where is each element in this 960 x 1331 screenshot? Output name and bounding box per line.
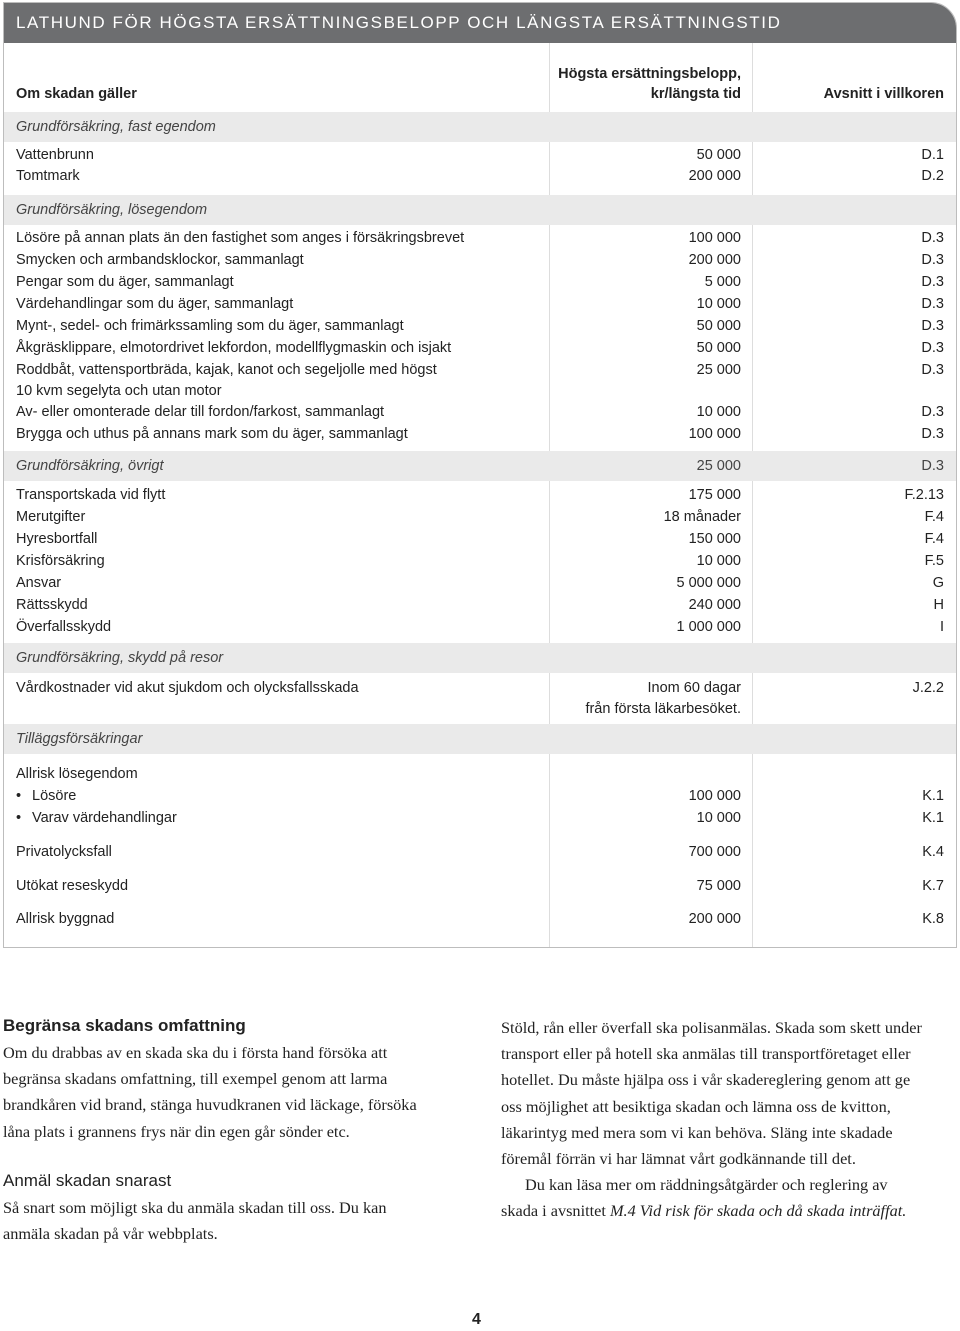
row-amount: 5 000 <box>704 274 741 290</box>
page-number: 4 <box>472 1311 481 1328</box>
row-label: Transportskada vid flytt <box>16 487 166 503</box>
row-label: Lösöre på annan plats än den fastighet som anges i försäkringsbrevet <box>16 230 465 246</box>
row-ref: F.4 <box>924 531 944 547</box>
row-label: Mynt-, sedel- och frimärkssamling som du äger, sammanlagt <box>16 318 404 334</box>
row-amount: Inom 60 dagar <box>647 680 741 696</box>
row-label <box>16 807 177 829</box>
text-line: Så snart som möjligt ska du anmäla skadan till oss. Du kan <box>3 1198 387 1217</box>
row-amount-continued: från första läkarbesöket. <box>585 701 741 717</box>
row-amount: 150 000 <box>688 531 741 547</box>
table-row <box>4 677 956 721</box>
section-tillagg <box>4 724 956 754</box>
column-headers <box>4 63 956 103</box>
text-line: föremål förrän vi har lämnat vårt godkännande till det. <box>501 1149 856 1169</box>
heading-begransa: Begränsa skadans omfattning <box>3 1016 246 1035</box>
row-label: Allrisk byggnad <box>16 911 115 927</box>
row-amount: 10 000 <box>696 553 741 569</box>
row-label: Av- eller omonterade delar till fordon/farkost, sammanlagt <box>16 404 385 420</box>
row-label: Pengar som du äger, sammanlagt <box>16 274 234 290</box>
text-line: Stöld, rån eller överfall ska polisanmälas. Skada som skett under <box>501 1018 922 1037</box>
section-amount: 25 000 <box>696 458 741 474</box>
row-label: Krisförsäkring <box>16 553 105 569</box>
row-amount: 100 000 <box>688 426 741 442</box>
row-ref: K.4 <box>922 844 944 860</box>
table-row <box>4 616 956 638</box>
table-row <box>4 594 956 616</box>
row-ref: K.8 <box>922 911 944 927</box>
section-title: Grundförsäkring, skydd på resor <box>16 650 224 666</box>
row-amount: 25 000 <box>696 362 741 378</box>
row-amount: 175 000 <box>688 487 741 503</box>
row-label: Privatolycksfall <box>16 844 112 860</box>
section-title: Grundförsäkring, fast egendom <box>16 119 216 135</box>
text-line: begränsa skadans omfattning, till exempel genom att larma <box>3 1069 388 1089</box>
text-line: anmäla skadan på vår webbplats. <box>3 1224 218 1244</box>
row-label: Värdehandlingar som du äger, sammanlagt <box>16 296 294 312</box>
row-ref: K.1 <box>922 788 944 804</box>
table-row <box>4 271 956 293</box>
text-line: hotellet. Du måste hjälpa oss i vår skadereglering genom att ge <box>501 1070 911 1090</box>
row-label: Överfallsskydd <box>16 619 112 635</box>
table-row <box>4 807 956 829</box>
table-row <box>4 249 956 271</box>
section-reference: M.4 Vid risk för skada och då skada inträffat. <box>609 1201 907 1221</box>
row-amount: 75 000 <box>696 878 741 894</box>
row-ref: I <box>939 619 944 635</box>
row-label: Tomtmark <box>16 168 80 184</box>
row-ref: D.3 <box>921 318 944 334</box>
row-amount: 1 000 000 <box>676 619 741 635</box>
row-ref: D.2 <box>921 168 944 184</box>
col-header-belopp-line1: Högsta ersättningsbelopp, <box>558 66 741 82</box>
section-fast-egendom <box>4 112 956 142</box>
row-amount: 5 000 000 <box>676 575 741 591</box>
row-ref: D.1 <box>921 147 944 163</box>
table-row <box>4 144 956 166</box>
row-ref: F.4 <box>924 509 944 525</box>
row-ref: D.3 <box>921 340 944 356</box>
row-label: Vattenbrunn <box>16 147 94 163</box>
table-row <box>4 763 956 785</box>
table-title: LATHUND FÖR HÖGSTA ERSÄTTNINGSBELOPP OCH LÄNGSTA ERSÄTTNINGSTID <box>4 3 956 43</box>
row-label: Åkgräsklippare, elmotordrivet lekfordon, modellflygmaskin och isjakt <box>16 340 452 356</box>
col-header-belopp-line2: kr/längsta tid <box>650 86 741 102</box>
text-line-with-reference <box>501 1198 922 1224</box>
row-ref: J.2.2 <box>912 680 944 696</box>
row-ref: G <box>932 575 944 591</box>
row-label: Merutgifter <box>16 509 86 525</box>
row-amount: 50 000 <box>696 340 741 356</box>
row-ref: F.2.13 <box>904 487 944 503</box>
row-label: Brygga och uthus på annans mark som du äger, sammanlagt <box>16 426 408 442</box>
row-ref: D.3 <box>921 404 944 420</box>
table-row <box>4 293 956 315</box>
row-label-text: Lösöre <box>32 788 77 804</box>
row-label: Smycken och armbandsklockor, sammanlagt <box>16 252 304 268</box>
table-row <box>4 528 956 550</box>
row-amount: 100 000 <box>688 788 741 804</box>
row-label: Rättsskydd <box>16 597 88 613</box>
row-ref: D.3 <box>921 362 944 378</box>
row-label: Hyresbortfall <box>16 531 98 547</box>
text-line: låna plats i grannens frys när din egen går sönder etc. <box>3 1121 350 1141</box>
paragraph-begransa <box>3 1040 417 1145</box>
row-ref: H <box>933 597 944 613</box>
table-row <box>4 550 956 572</box>
section-ref: D.3 <box>921 458 944 474</box>
table-row <box>4 875 956 897</box>
col-header-skada: Om skadan gäller <box>16 86 137 102</box>
section-title: Tilläggsförsäkringar <box>16 731 143 747</box>
text-line: oss möjlighet att besiktiga skadan och lämna oss de kvitton, <box>501 1096 891 1116</box>
row-amount: 200 000 <box>688 252 741 268</box>
row-amount: 50 000 <box>696 147 741 163</box>
paragraph-stold <box>501 1015 922 1225</box>
bullet-icon: • <box>16 810 22 826</box>
row-amount: 200 000 <box>688 911 741 927</box>
row-label: Vårdkostnader vid akut sjukdom och olycksfallsskada <box>16 680 359 696</box>
table-row <box>4 572 956 594</box>
row-amount: 200 000 <box>688 168 741 184</box>
section-losegendom <box>4 195 956 225</box>
row-amount: 700 000 <box>688 844 741 860</box>
row-amount: 10 000 <box>696 296 741 312</box>
table-row <box>4 401 956 423</box>
section-title: Grundförsäkring, lösegendom <box>16 202 208 218</box>
row-ref: D.3 <box>921 426 944 442</box>
section-title: Grundförsäkring, övrigt <box>16 458 164 474</box>
text-line: Om du drabbas av en skada ska du i första hand försöka att <box>3 1043 388 1062</box>
table-row <box>4 841 956 863</box>
row-label <box>16 785 76 807</box>
bullet-icon: • <box>16 788 22 804</box>
row-amount: 10 000 <box>696 810 741 826</box>
row-amount: 50 000 <box>696 318 741 334</box>
heading-anmal: Anmäl skadan snarast <box>3 1171 172 1190</box>
table-row <box>4 908 956 930</box>
row-ref: K.1 <box>922 810 944 826</box>
table-row <box>4 484 956 506</box>
row-label: Utökat reseskydd <box>16 878 129 894</box>
row-ref: D.3 <box>921 230 944 246</box>
section-ovrigt <box>4 451 956 481</box>
row-ref: D.3 <box>921 274 944 290</box>
row-ref: F.5 <box>924 553 944 569</box>
row-label-text: Varav värdehandlingar <box>32 810 177 826</box>
text-line: läkarintyg med mera som vi kan behöva. Släng inte skadade <box>501 1122 893 1142</box>
row-ref: D.3 <box>921 296 944 312</box>
coverage-table <box>3 2 957 948</box>
table-row <box>4 227 956 249</box>
row-amount: 10 000 <box>696 404 741 420</box>
table-row <box>4 506 956 528</box>
row-amount: 100 000 <box>688 230 741 246</box>
row-label: Roddbåt, vattensportbräda, kajak, kanot och segeljolle med högst <box>16 362 437 378</box>
text-line: brandkåren vid brand, stänga huvudkranen vid läckage, försöka <box>3 1095 417 1115</box>
row-label: Ansvar <box>16 575 62 591</box>
text-line: Du kan läsa mer om räddningsåtgärder och reglering av <box>525 1175 888 1195</box>
text-segment: skada i avsnittet <box>501 1201 610 1221</box>
paragraph-anmal <box>3 1195 386 1247</box>
row-amount: 18 månader <box>663 509 741 525</box>
table-row <box>4 359 956 403</box>
table-row <box>4 423 956 445</box>
table-row <box>4 165 956 187</box>
row-ref: D.3 <box>921 252 944 268</box>
section-resor <box>4 643 956 673</box>
row-ref: K.7 <box>922 878 944 894</box>
col-header-avsnitt: Avsnitt i villkoren <box>823 86 944 102</box>
table-row <box>4 785 956 807</box>
row-label: Allrisk lösegendom <box>16 766 138 782</box>
table-row <box>4 337 956 359</box>
row-label-continued: 10 kvm segelyta och utan motor <box>16 383 222 399</box>
row-amount: 240 000 <box>688 597 741 613</box>
table-row <box>4 315 956 337</box>
text-line: transport eller på hotell ska anmälas till transportföretaget eller <box>501 1044 911 1064</box>
